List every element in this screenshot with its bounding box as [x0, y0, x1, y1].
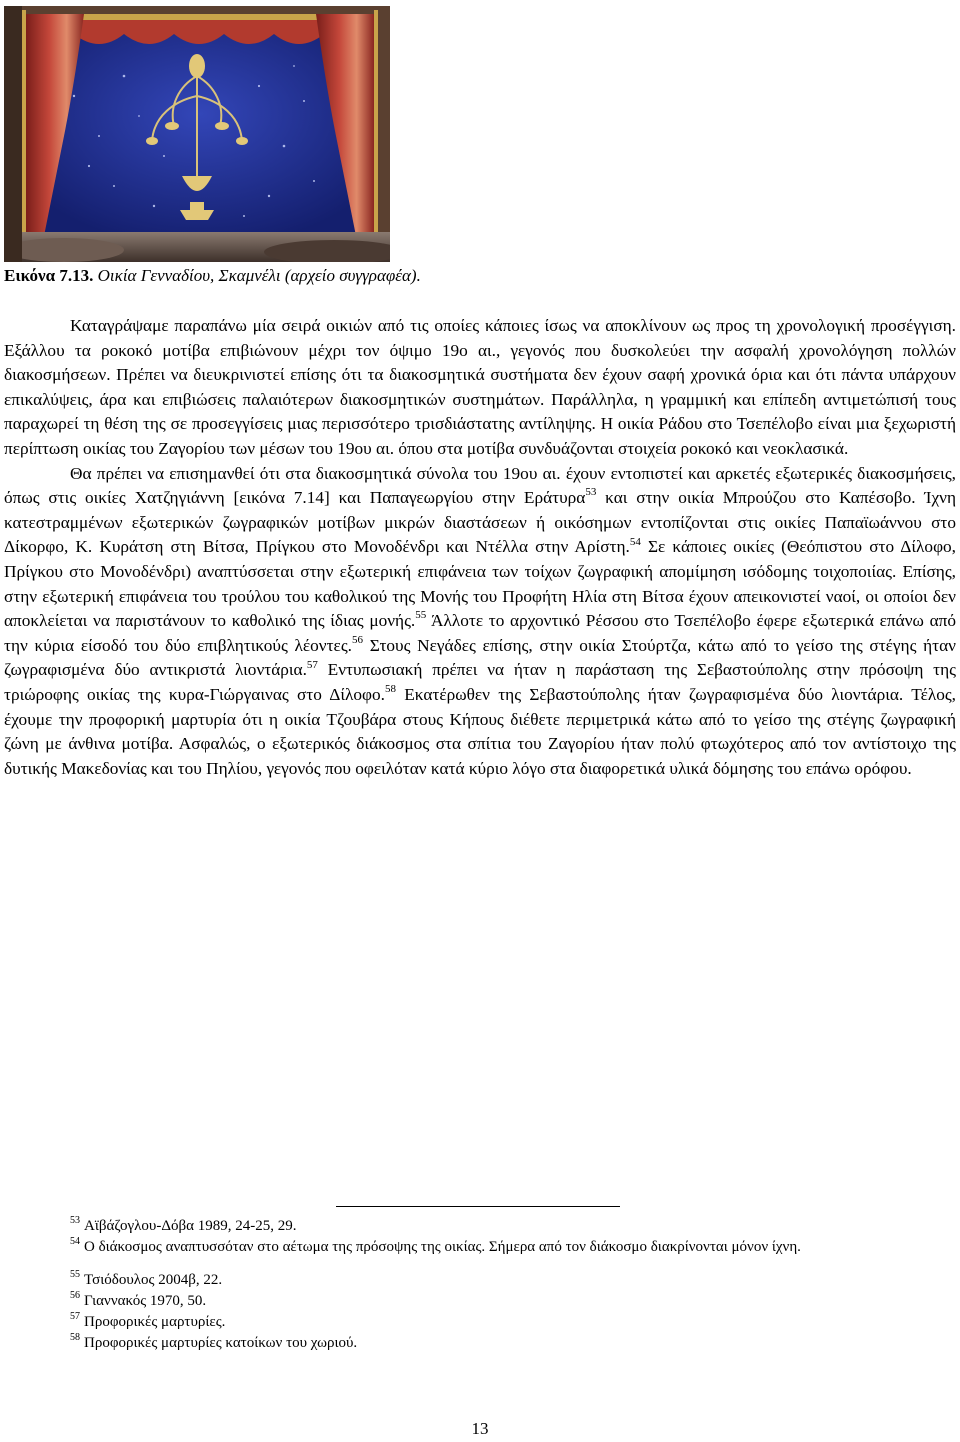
footnote-number: 54: [70, 1236, 80, 1247]
body-text: [4, 314, 956, 781]
paragraph-text: Σε κάποιες οικίες (Θεόπιστου στο Δίλοφο, Πρίγκου στο Μονοδένδρι) αναπτύσσεται στην εξωτερική επιφάνεια των τοίχων ζωγραφική απομίμηση ισόδομης τοιχοποιίας. Επίσης, στην εξωτερική επιφάνεια του τρούλου του καθολικού της Μονής του Προφήτη Ηλία στη Βίτσα έχουν απεικονιστεί ναοί, οι οποίοι δεν αποκλείεται να παριστάνουν το καθολικό της ίδιας μονής.: [4, 537, 956, 631]
footnote: [4, 1312, 956, 1333]
footnote-reference: 53: [585, 486, 597, 499]
paragraph-text: Εκατέρωθεν της Σεβαστούπολης ήταν ζωγραφισμένα δύο λιοντάρια. Τέλος, έχουμε την προφορική μαρτυρία ότι η οικία Τζουβάρα στους Κήπους διέθετε περιμετρικά κάτω από το γείσο της στέγης ζωγραφική ζώνη με άνθινα μοτίβα. Ασφαλώς, ο εξωτερικός διάκοσμος στα σπίτια του Ζαγορίου ήταν πολύ φτωχότερος από τον αντίστοιχο της δυτικής Μακεδονίας και του Πηλίου, γεγονός που οφειλόταν κατά κύριο λόγο στα διαφορετικά υλικά δόμησης του επάνω ορόφου.: [4, 684, 957, 778]
paragraph-text: Εντυπωσιακή πρέπει να ήταν η παράσταση της Σεβαστούπολης στην πρόσοψη της τριώροφης οικίας της κυρα-Γιώργαινας στο Δίλοφο.: [4, 660, 956, 704]
footnote-reference: 57: [306, 658, 318, 671]
figure-photo: [4, 6, 390, 262]
footnote-reference: 58: [384, 683, 396, 696]
paragraph: [4, 314, 956, 462]
footnote-number: 56: [70, 1290, 80, 1301]
footnote-number: 58: [70, 1332, 80, 1343]
page-number: 13: [471, 1419, 489, 1438]
footnote: [4, 1270, 956, 1291]
footnote-separator: [336, 1206, 620, 1207]
footnote: [4, 1216, 956, 1237]
paragraph-text: Θα πρέπει να επισημανθεί ότι στα διακοσμητικά σύνολα του 19ου αι. έχουν εντοπιστεί και αρκετές εξωτερικές διακοσμήσεις, όπως στις οικίες Χατζηγιάννη [εικόνα 7.14] και Παπαγεωργίου στην Εράτυρα: [4, 463, 956, 508]
footnote-reference: 55: [415, 609, 427, 622]
footnote-text: Προφορικές μαρτυρίες κατοίκων του χωριού.: [84, 1335, 358, 1351]
figure-caption: [4, 266, 421, 286]
paragraph-text: Στους Νεγάδες επίσης, στην οικία Στούρτζα, κάτω από το γείσο της στέγης ήταν ζωγραφισμένα δύο αντικριστά λιοντάρια.: [4, 635, 956, 680]
caption-label: Εικόνα 7.13.: [4, 266, 94, 285]
footnote-text: Προφορικές μαρτυρίες.: [84, 1314, 226, 1330]
footnote-number: 55: [70, 1269, 80, 1280]
footnote-text: Γιαννακός 1970, 50.: [84, 1293, 207, 1309]
paragraph: [4, 462, 956, 782]
footnote-number: 57: [70, 1311, 80, 1322]
footnote: [4, 1333, 956, 1354]
paragraph-text: και στην οικία Μπρούζου στο Καπέσοβο. Ίχνη κατεστραμμένων εξωτερικών ζωγραφικών μοτίβων μικρών διαστάσεων ή οικόσημων εντοπίζονται στις οικίες Παπαϊωάννου στο Δίκορφο, Κ. Κυράτση στη Βίτσα, Πρίγκου στο Μονοδένδρι και Ντέλλα στην Αρίστη.: [4, 488, 956, 557]
caption-text: Οικία Γενναδίου, Σκαμνέλι (αρχείο συγγραφέα).: [97, 266, 421, 285]
footnote-text: Τσιόδουλος 2004β, 22.: [84, 1272, 223, 1288]
footnote-reference: 56: [351, 633, 363, 646]
paragraph-text: Καταγράψαμε παραπάνω μία σειρά οικιών από τις οποίες κάποιες ίσως να αποκλίνουν ως προς τη χρονολογική προσέγγιση. Εξάλλου τα ροκοκό μοτίβα επιβιώνουν μέχρι τον όψιμο 19ο αι., γεγονός που δυσκολεύει την ασφαλή χρονολόγηση πολλών διακοσμήσεων. Πρέπει να διευκρινιστεί επίσης ότι τα διακοσμητικά συστήματα δεν έχουν σαφή χρονικά όρια και ότι πάντα υπάρχουν επικαλύψεις, άρα και επιβιώσεις παλαιότερων διακοσμητικών συστημάτων. Παράλληλα, η γραμμική και επίπεδη αντιμετώπισή τους παραχωρεί τη θέση της σε προσεγγίσεις μιας περισσότερο τρισδιάστατης αντίληψης. Η οικία Ράδου στο Τσεπέλοβο είναι μια ξεχωριστή περίπτωση οικίας του Ζαγορίου των μέσων του 19ου αι. όπου στα μοτίβα συνδυάζονται στοιχεία ροκοκό και νεοκλασικά.: [4, 316, 956, 458]
footnote-reference: 54: [629, 535, 641, 548]
footnote: [4, 1237, 956, 1258]
footnote-number: 53: [70, 1215, 80, 1226]
paragraph-text: Άλλοτε το αρχοντικό Ρέσσου στο Τσεπέλοβο έφερε εξωτερικά επάνω από την κύρια είσοδό του δύο επιβλητικούς λέοντες.: [4, 611, 956, 655]
footnote: [4, 1291, 956, 1312]
footnotes: [4, 1216, 956, 1354]
footnote-text: Αϊβάζογλου-Δόβα 1989, 24-25, 29.: [84, 1218, 297, 1234]
footnote-text: Ο διάκοσμος αναπτυσσόταν στο αέτωμα της πρόσοψης της οικίας. Σήμερα από τον διάκοσμο διακρίνονται μόνον ίχνη.: [84, 1239, 801, 1255]
